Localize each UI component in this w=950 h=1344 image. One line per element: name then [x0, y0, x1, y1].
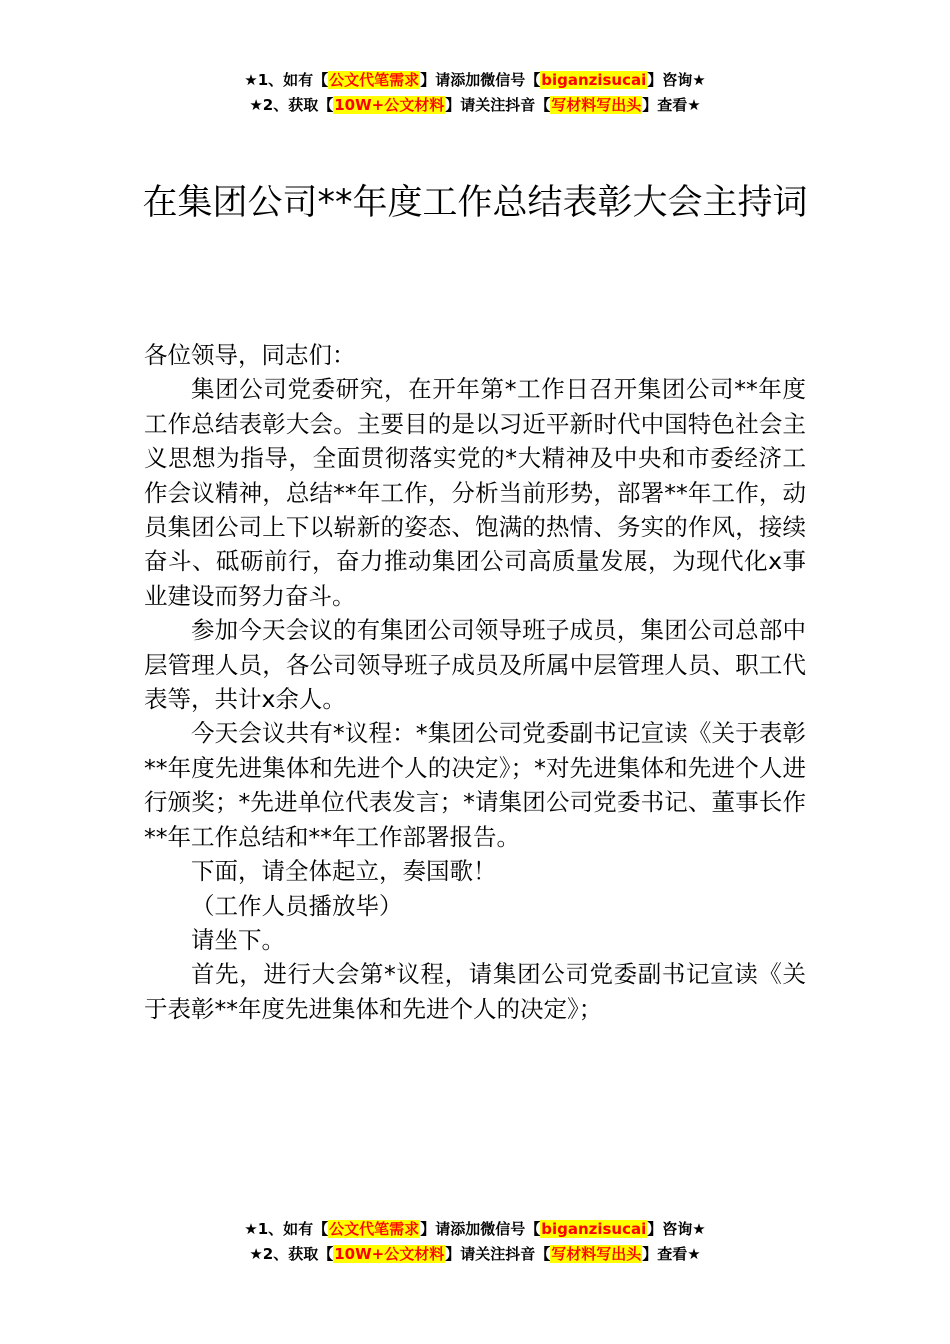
banner-text: 】请添加微信号【	[420, 71, 541, 89]
banner-highlight: biganzisucai	[541, 1220, 647, 1238]
banner-highlight: 10W+公文材料	[334, 96, 445, 114]
paragraph: 今天会议共有*议程：*集团公司党委副书记宣读《关于表彰**年度先进集体和先进个人的决定》；*对先进集体和先进个人进行颁奖；*先进单位代表发言；*请集团公司党委书记、董事长作**年工作总结和**年工作部署报告。	[144, 719, 806, 851]
banner-highlight: 10W+公文材料	[334, 1245, 445, 1263]
document-body	[144, 338, 806, 1026]
banner-text: 】咨询★	[647, 71, 706, 89]
document-title: 在集团公司**年度工作总结表彰大会主持词	[142, 183, 808, 223]
paragraph: （工作人员播放毕）	[191, 891, 403, 920]
banner-text: 】请关注抖音【	[445, 96, 551, 114]
paragraph: 首先，进行大会第*议程，请集团公司党委副书记宣读《关于表彰**年度先进集体和先进个人的决定》；	[144, 960, 806, 1023]
paragraph: 下面，请全体起立，奏国歌！	[191, 857, 497, 886]
paragraph: 参加今天会议的有集团公司领导班子成员，集团公司总部中层管理人员，各公司领导班子成员及所属中层管理人员、职工代表等，共计x余人。	[144, 616, 806, 714]
banner-line-1	[0, 1217, 950, 1242]
banner-line-1	[0, 68, 950, 93]
banner-text: ★2、获取【	[249, 96, 334, 114]
banner-text: 】请关注抖音【	[445, 1245, 551, 1263]
banner-text: 】查看★	[642, 1245, 701, 1263]
banner-highlight: biganzisucai	[541, 71, 647, 89]
paragraph: 请坐下。	[191, 925, 285, 954]
banner-text: 】查看★	[642, 96, 701, 114]
banner-line-2	[0, 93, 950, 118]
banner-text: 】请添加微信号【	[420, 1220, 541, 1238]
header-banner	[0, 68, 950, 118]
banner-text: ★1、如有【	[244, 1220, 329, 1238]
banner-highlight: 写材料写出头	[551, 1245, 642, 1263]
paragraph: 集团公司党委研究，在开年第*工作日召开集团公司**年度工作总结表彰大会。主要目的是以习近平新时代中国特色社会主义思想为指导，全面贯彻落实党的*大精神及中央和市委经济工作会议精神，总结**年工作，分析当前形势，部署**年工作，动员集团公司上下以崭新的姿态、饱满的热情、务实的作风，接续奋斗、砥砺前行，奋力推动集团公司高质量发展，为现代化x事业建设而努力奋斗。	[144, 375, 806, 610]
banner-highlight: 公文代笔需求	[329, 71, 420, 89]
banner-highlight: 公文代笔需求	[329, 1220, 420, 1238]
footer-banner	[0, 1217, 950, 1267]
salutation: 各位领导，同志们：	[144, 341, 356, 369]
banner-text: ★2、获取【	[249, 1245, 334, 1263]
banner-line-2	[0, 1242, 950, 1267]
banner-text: 】咨询★	[647, 1220, 706, 1238]
banner-text: ★1、如有【	[244, 71, 329, 89]
banner-highlight: 写材料写出头	[551, 96, 642, 114]
